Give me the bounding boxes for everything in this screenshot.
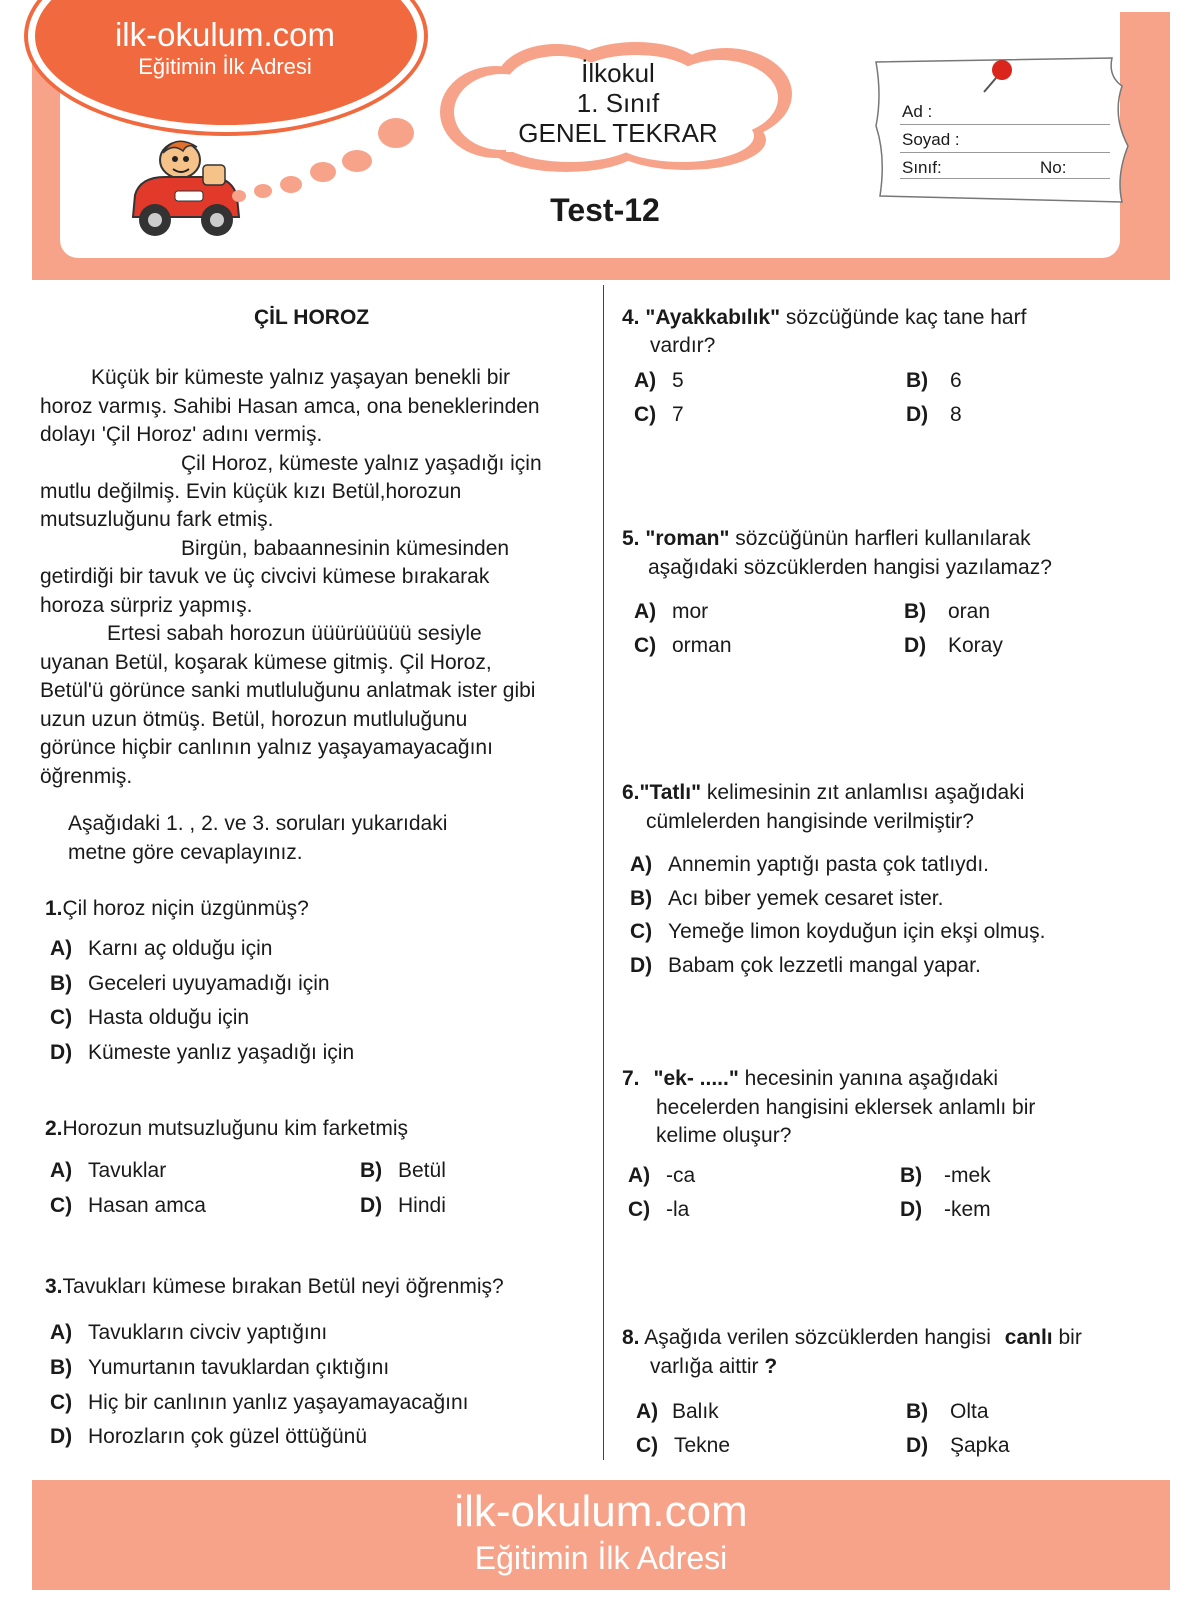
option-letter: D): [904, 634, 927, 657]
question-5: [622, 527, 1031, 551]
question-3: [45, 1275, 504, 1299]
question-text-continued: hecelerden hangisini eklersek anlamlı bir: [656, 1096, 1036, 1119]
option-letter: B): [906, 1400, 929, 1423]
q4-option-d[interactable]: [906, 403, 962, 427]
question-keyword: "roman": [645, 527, 730, 550]
option-letter: A): [50, 1321, 73, 1344]
question-text-continued: cümlelerden hangisinde verilmiştir?: [646, 810, 974, 833]
option-text: Tekne: [674, 1434, 731, 1457]
card-line: [900, 178, 1110, 179]
thought-bubble: [232, 190, 246, 202]
option-text: Hasan amca: [88, 1194, 206, 1217]
story-line: Ertesi sabah horozun üüürüüüüü sesiyle: [107, 622, 482, 645]
q5-option-d[interactable]: [904, 634, 1003, 658]
option-letter: A): [630, 853, 653, 876]
option-letter: B): [900, 1164, 923, 1187]
q7-option-b[interactable]: [900, 1164, 991, 1188]
story-line: horoz varmış. Sahibi Hasan amca, ona beneklerinden: [40, 395, 540, 418]
option-text: 7: [672, 403, 684, 426]
option-text: Hindi: [398, 1194, 446, 1217]
question-4: [622, 306, 1026, 330]
option-text: 5: [672, 369, 684, 392]
option-letter: D): [906, 1434, 929, 1457]
option-letter: C): [50, 1194, 73, 1217]
option-text: Hiç bir canlının yanlız yaşayamayacağını: [88, 1391, 469, 1414]
option-letter: A): [634, 600, 657, 623]
option-letter: D): [50, 1041, 73, 1064]
question-number: 1.: [45, 897, 63, 920]
option-text: Kümeste yanlız yaşadığı için: [88, 1041, 355, 1064]
question-8: [622, 1326, 1082, 1350]
question-mark: ?: [764, 1355, 778, 1378]
question-text: Tavukları kümese bırakan Betül neyi öğrenmiş?: [62, 1275, 504, 1298]
q3-option-a[interactable]: [50, 1321, 327, 1345]
class-label: 1. Sınıf: [576, 88, 660, 118]
question-2: [45, 1117, 408, 1141]
option-text: 8: [950, 403, 962, 426]
logo-sub-text: Eğitimin İlk Adresi: [138, 54, 312, 79]
thought-bubble: [378, 118, 414, 148]
option-letter: D): [900, 1198, 923, 1221]
q7-option-c[interactable]: [628, 1198, 689, 1222]
option-letter: D): [50, 1425, 73, 1448]
instruction-line: metne göre cevaplayınız.: [68, 841, 303, 864]
option-text: Geceleri uyuyamadığı için: [88, 972, 330, 995]
question-text: Aşağıda verilen sözcüklerden hangisi: [644, 1326, 991, 1349]
question-number: 2.: [45, 1117, 63, 1140]
question-keyword: "Tatlı": [639, 781, 702, 804]
q1-option-b[interactable]: [50, 972, 330, 996]
q1-option-c[interactable]: [50, 1006, 249, 1030]
option-letter: D): [906, 403, 929, 426]
footer-site-name: ilk-okulum.com: [454, 1487, 748, 1536]
story-line: Betül'ü görünce sanki mutluluğunu anlatmak ister gibi: [40, 679, 536, 702]
option-text: oran: [948, 600, 991, 623]
q4-option-a[interactable]: [634, 369, 684, 393]
q3-option-c[interactable]: [50, 1391, 469, 1415]
story-line: uyanan Betül, koşarak kümese gitmiş. Çil Horoz,: [40, 651, 492, 674]
option-letter: C): [50, 1006, 73, 1029]
grade-level: İlkokul: [581, 58, 655, 88]
q6-option-b[interactable]: [630, 887, 943, 911]
option-letter: C): [634, 403, 657, 426]
question-1: [45, 897, 309, 921]
question-text-continued: [650, 1355, 777, 1379]
q6-option-a[interactable]: [630, 853, 989, 877]
q1-option-a[interactable]: [50, 937, 272, 961]
question-6: [622, 781, 1024, 805]
option-text: -mek: [944, 1164, 991, 1187]
story-line: Birgün, babaannesinin kümesinden: [181, 537, 510, 560]
q5-option-b[interactable]: [904, 600, 990, 624]
option-letter: B): [360, 1159, 383, 1182]
question-text-continued: vardır?: [650, 334, 716, 357]
q8-option-c[interactable]: [636, 1434, 730, 1458]
story-line: horoza sürpriz yapmış.: [40, 594, 253, 617]
option-letter: D): [630, 954, 653, 977]
q2-option-c[interactable]: [50, 1194, 206, 1218]
option-letter: A): [50, 1159, 73, 1182]
option-text: -kem: [944, 1198, 991, 1221]
q8-option-a[interactable]: [636, 1400, 719, 1424]
question-text-continued: kelime oluşur?: [656, 1124, 792, 1147]
option-text: orman: [672, 634, 732, 657]
option-letter: C): [634, 634, 657, 657]
question-number: 7.: [622, 1067, 640, 1090]
q3-option-d[interactable]: [50, 1425, 367, 1449]
story-line: görünce hiçbir canlının yalnız yaşayamayacağını: [40, 736, 493, 759]
option-text: Babam çok lezzetli mangal yapar.: [668, 954, 981, 977]
option-letter: B): [630, 887, 653, 910]
option-letter: D): [360, 1194, 383, 1217]
option-text: Balık: [672, 1400, 719, 1423]
story-line: Çil Horoz, kümeste yalnız yaşadığı için: [181, 452, 542, 475]
option-text: Acı biber yemek cesaret ister.: [668, 887, 944, 910]
option-text: Horozların çok güzel öttüğünü: [88, 1425, 367, 1448]
q8-option-b[interactable]: [906, 1400, 989, 1424]
question-text: hecesinin yanına aşağıdaki: [744, 1067, 998, 1090]
story-line: uzun uzun ötmüş. Betül, horozun mutluluğunu: [40, 708, 468, 731]
q7-option-d[interactable]: [900, 1198, 991, 1222]
option-letter: B): [904, 600, 927, 623]
cloud-title: [478, 58, 758, 148]
story-line: getirdiği bir tavuk ve üç civcivi kümese bırakarak: [40, 565, 490, 588]
q5-option-c[interactable]: [634, 634, 732, 658]
thought-bubble: [280, 176, 302, 193]
card-no-label: No:: [1040, 158, 1067, 177]
question-number: 4.: [622, 306, 640, 329]
option-letter: C): [630, 920, 653, 943]
option-text: Betül: [398, 1159, 446, 1182]
question-text: kelimesinin zıt anlamlısı aşağıdaki: [706, 781, 1025, 804]
option-text: mor: [672, 600, 709, 623]
q2-option-d[interactable]: [360, 1194, 446, 1218]
car-cartoon-icon: [125, 125, 250, 250]
instruction-line: Aşağıdaki 1. , 2. ve 3. soruları yukarıdaki: [68, 812, 448, 835]
card-ad-label: Ad :: [902, 102, 933, 121]
option-text: -ca: [666, 1164, 696, 1187]
question-text: sözcüğünde kaç tane harf: [785, 306, 1027, 329]
option-text: -la: [666, 1198, 690, 1221]
option-letter: B): [50, 1356, 73, 1379]
question-keyword: "ek- .....": [653, 1067, 739, 1090]
story-line: dolayı 'Çil Horoz' adını vermiş.: [40, 423, 323, 446]
q5-option-a[interactable]: [634, 600, 708, 624]
q7-option-a[interactable]: [628, 1164, 695, 1188]
question-number: 3.: [45, 1275, 63, 1298]
option-letter: C): [50, 1391, 73, 1414]
q6-option-c[interactable]: [630, 920, 1045, 944]
question-number: 6.: [622, 781, 640, 804]
test-title: Test-12: [550, 192, 660, 228]
question-text: Çil horoz niçin üzgünmüş?: [62, 897, 309, 920]
q4-option-c[interactable]: [634, 403, 684, 427]
option-text: Hasta olduğu için: [88, 1006, 250, 1029]
option-letter: A): [636, 1400, 659, 1423]
option-text: Annemin yaptığı pasta çok tatlıydı.: [668, 853, 990, 876]
option-letter: C): [628, 1198, 651, 1221]
card-line: [900, 124, 1110, 125]
story-line: Küçük bir kümeste yalnız yaşayan benekli bir: [91, 366, 511, 389]
option-letter: A): [50, 937, 73, 960]
option-text: Yumurtanın tavuklardan çıktığını: [88, 1356, 390, 1379]
thought-bubble: [342, 150, 372, 172]
story-line: mutlu değilmiş. Evin küçük kızı Betül,horozun: [40, 480, 462, 503]
story-line: mutsuzluğunu fark etmiş.: [40, 508, 274, 531]
option-text: Tavukların civciv yaptığını: [88, 1321, 328, 1344]
logo-main-text: ilk-okulum.com: [114, 16, 336, 53]
card-soyad-label: Soyad :: [902, 130, 960, 149]
footer-tagline: Eğitimin İlk Adresi: [474, 1540, 728, 1576]
thought-bubble: [310, 162, 336, 182]
option-letter: B): [50, 972, 73, 995]
q3-option-b[interactable]: [50, 1356, 389, 1380]
option-text: Tavuklar: [88, 1159, 167, 1182]
question-text-continued: aşağıdaki sözcüklerden hangisi yazılamaz?: [648, 556, 1052, 579]
card-sinif-label: Sınıf:: [902, 158, 942, 177]
question-number: 8.: [622, 1326, 640, 1349]
story-line: öğrenmiş.: [40, 765, 133, 788]
q8-option-d[interactable]: [906, 1434, 1010, 1458]
q6-option-d[interactable]: [630, 954, 981, 978]
logo: [60, 16, 390, 80]
question-text: Horozun mutsuzluğunu kim farketmiş: [62, 1117, 408, 1140]
option-letter: B): [906, 369, 929, 392]
q2-option-a[interactable]: [50, 1159, 166, 1183]
question-text: sözcüğünün harfleri kullanılarak: [735, 527, 1031, 550]
question-7: [622, 1067, 998, 1091]
option-letter: C): [636, 1434, 659, 1457]
option-text: Karnı aç olduğu için: [88, 937, 273, 960]
card-line: [900, 152, 1110, 153]
option-text: Olta: [950, 1400, 989, 1423]
question-keyword: "Ayakkabılık": [645, 306, 781, 329]
story-title: ÇİL HOROZ: [254, 306, 370, 329]
q1-option-d[interactable]: [50, 1041, 354, 1065]
question-text: varlığa aittir: [650, 1355, 759, 1378]
question-keyword: canlı: [1004, 1326, 1053, 1349]
option-text: Koray: [948, 634, 1003, 657]
option-text: Yemeğe limon koyduğun için ekşi olmuş.: [668, 920, 1046, 943]
option-text: 6: [950, 369, 962, 392]
question-text-end: bir: [1058, 1326, 1082, 1349]
q2-option-b[interactable]: [360, 1159, 446, 1183]
q4-option-b[interactable]: [906, 369, 962, 393]
option-text: Şapka: [950, 1434, 1010, 1457]
option-letter: A): [628, 1164, 651, 1187]
question-number: 5.: [622, 527, 640, 550]
subject-title: GENEL TEKRAR: [518, 118, 718, 148]
thought-bubble: [254, 184, 272, 198]
column-divider: [603, 285, 604, 1460]
option-letter: A): [634, 369, 657, 392]
